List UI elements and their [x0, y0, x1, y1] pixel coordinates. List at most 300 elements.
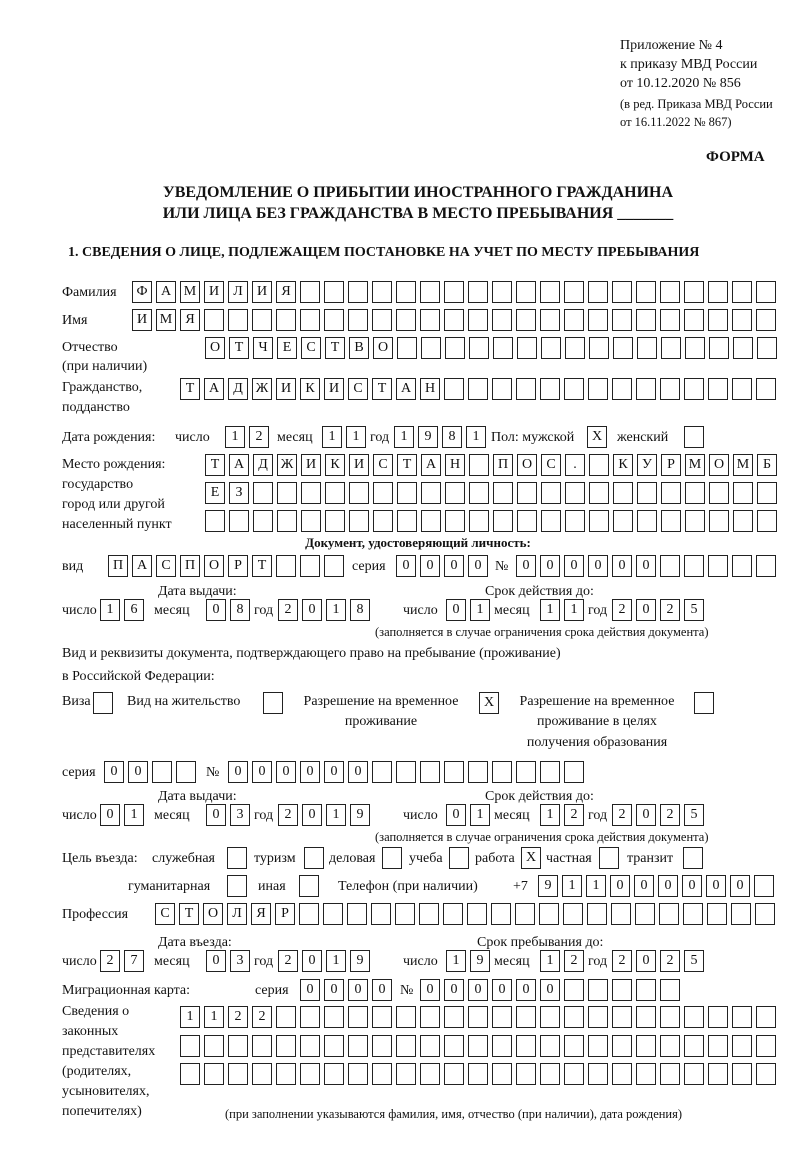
day-field[interactable]: [100, 950, 148, 972]
char-cell[interactable]: 0: [228, 761, 248, 783]
char-cell[interactable]: [541, 337, 561, 359]
char-cell[interactable]: [300, 1063, 320, 1085]
purpose-work-checkbox[interactable]: [521, 847, 545, 869]
char-cell[interactable]: 0: [420, 555, 440, 577]
char-cell[interactable]: [276, 309, 296, 331]
char-cell[interactable]: [732, 555, 752, 577]
mc-series-field[interactable]: [300, 979, 396, 1001]
char-cell[interactable]: [468, 281, 488, 303]
char-cell[interactable]: Д: [253, 454, 273, 476]
char-cell[interactable]: Б: [757, 454, 777, 476]
char-cell[interactable]: 5: [684, 599, 704, 621]
char-cell[interactable]: 0: [682, 875, 702, 897]
char-cell[interactable]: [733, 482, 753, 504]
char-cell[interactable]: [540, 378, 560, 400]
char-cell[interactable]: А: [132, 555, 152, 577]
name-field[interactable]: [132, 309, 780, 331]
char-cell[interactable]: [756, 309, 776, 331]
char-cell[interactable]: [492, 761, 512, 783]
char-cell[interactable]: Т: [372, 378, 392, 400]
char-cell[interactable]: [636, 378, 656, 400]
char-cell[interactable]: [707, 903, 727, 925]
char-cell[interactable]: 7: [124, 950, 144, 972]
char-cell[interactable]: Н: [420, 378, 440, 400]
char-cell[interactable]: [469, 482, 489, 504]
char-cell[interactable]: 9: [470, 950, 490, 972]
purpose-humanitarian-checkbox[interactable]: [227, 875, 251, 897]
char-cell[interactable]: Р: [275, 903, 295, 925]
char-cell[interactable]: 0: [100, 804, 120, 826]
char-cell[interactable]: К: [325, 454, 345, 476]
stay-number-field[interactable]: [228, 761, 588, 783]
char-cell[interactable]: М: [733, 454, 753, 476]
char-cell[interactable]: Я: [180, 309, 200, 331]
char-cell[interactable]: И: [324, 378, 344, 400]
char-cell[interactable]: .: [565, 454, 585, 476]
char-cell[interactable]: М: [180, 281, 200, 303]
char-cell[interactable]: [348, 1063, 368, 1085]
char-cell[interactable]: П: [108, 555, 128, 577]
char-cell[interactable]: [300, 1006, 320, 1028]
char-cell[interactable]: [540, 1063, 560, 1085]
char-cell[interactable]: [348, 281, 368, 303]
char-cell[interactable]: 0: [540, 555, 560, 577]
char-cell[interactable]: [661, 337, 681, 359]
char-cell[interactable]: [540, 309, 560, 331]
month-field[interactable]: [540, 599, 588, 621]
char-cell[interactable]: [661, 510, 681, 532]
char-cell[interactable]: 0: [706, 875, 726, 897]
char-cell[interactable]: У: [637, 454, 657, 476]
month-field[interactable]: [206, 804, 254, 826]
char-cell[interactable]: [420, 761, 440, 783]
char-cell[interactable]: [421, 510, 441, 532]
char-cell[interactable]: [563, 903, 583, 925]
char-cell[interactable]: О: [517, 454, 537, 476]
char-cell[interactable]: [733, 510, 753, 532]
char-cell[interactable]: [324, 309, 344, 331]
char-cell[interactable]: [684, 281, 704, 303]
char-cell[interactable]: [564, 378, 584, 400]
char-cell[interactable]: [660, 309, 680, 331]
char-cell[interactable]: 0: [516, 979, 536, 1001]
char-cell[interactable]: 1: [180, 1006, 200, 1028]
char-cell[interactable]: 0: [128, 761, 148, 783]
char-cell[interactable]: [204, 309, 224, 331]
char-cell[interactable]: 1: [124, 804, 144, 826]
char-cell[interactable]: [444, 378, 464, 400]
char-cell[interactable]: З: [229, 482, 249, 504]
char-cell[interactable]: [684, 1006, 704, 1028]
char-cell[interactable]: 2: [660, 599, 680, 621]
char-cell[interactable]: О: [205, 337, 225, 359]
char-cell[interactable]: [444, 1035, 464, 1057]
visa-checkbox[interactable]: [93, 692, 117, 714]
char-cell[interactable]: 1: [394, 426, 414, 448]
char-cell[interactable]: 1: [470, 599, 490, 621]
char-cell[interactable]: [636, 979, 656, 1001]
char-cell[interactable]: [588, 1035, 608, 1057]
char-cell[interactable]: [709, 510, 729, 532]
char-cell[interactable]: 2: [278, 804, 298, 826]
char-cell[interactable]: [732, 378, 752, 400]
char-cell[interactable]: 0: [540, 979, 560, 1001]
char-cell[interactable]: [754, 875, 774, 897]
char-cell[interactable]: [684, 426, 704, 448]
char-cell[interactable]: [493, 337, 513, 359]
char-cell[interactable]: 8: [230, 599, 250, 621]
char-cell[interactable]: 2: [228, 1006, 248, 1028]
char-cell[interactable]: [371, 903, 391, 925]
char-cell[interactable]: 1: [326, 950, 346, 972]
char-cell[interactable]: 9: [538, 875, 558, 897]
day-field[interactable]: [100, 804, 148, 826]
char-cell[interactable]: [152, 761, 172, 783]
char-cell[interactable]: [517, 337, 537, 359]
char-cell[interactable]: [493, 510, 513, 532]
char-cell[interactable]: [468, 761, 488, 783]
char-cell[interactable]: [277, 510, 297, 532]
sex-male-checkbox[interactable]: [587, 426, 611, 448]
char-cell[interactable]: [469, 337, 489, 359]
day-field[interactable]: [446, 599, 494, 621]
char-cell[interactable]: [564, 281, 584, 303]
char-cell[interactable]: [227, 847, 247, 869]
char-cell[interactable]: [565, 510, 585, 532]
char-cell[interactable]: [396, 1063, 416, 1085]
char-cell[interactable]: [443, 903, 463, 925]
char-cell[interactable]: [469, 510, 489, 532]
char-cell[interactable]: [564, 1006, 584, 1028]
char-cell[interactable]: [492, 281, 512, 303]
char-cell[interactable]: А: [396, 378, 416, 400]
char-cell[interactable]: 0: [324, 979, 344, 1001]
char-cell[interactable]: 2: [612, 804, 632, 826]
char-cell[interactable]: С: [348, 378, 368, 400]
char-cell[interactable]: А: [204, 378, 224, 400]
char-cell[interactable]: Р: [661, 454, 681, 476]
phone-field[interactable]: [538, 875, 778, 897]
char-cell[interactable]: [612, 1006, 632, 1028]
char-cell[interactable]: 0: [302, 804, 322, 826]
char-cell[interactable]: [708, 1063, 728, 1085]
char-cell[interactable]: X: [479, 692, 499, 714]
char-cell[interactable]: [93, 692, 113, 714]
char-cell[interactable]: [660, 979, 680, 1001]
char-cell[interactable]: [637, 510, 657, 532]
char-cell[interactable]: 0: [636, 599, 656, 621]
char-cell[interactable]: [276, 555, 296, 577]
char-cell[interactable]: Я: [276, 281, 296, 303]
char-cell[interactable]: [252, 1035, 272, 1057]
char-cell[interactable]: [636, 1035, 656, 1057]
day-field[interactable]: [446, 950, 494, 972]
year-field[interactable]: [278, 804, 374, 826]
profession-field[interactable]: [155, 903, 779, 925]
char-cell[interactable]: [684, 1063, 704, 1085]
char-cell[interactable]: [348, 1035, 368, 1057]
char-cell[interactable]: 0: [206, 599, 226, 621]
citizenship-field[interactable]: [180, 378, 780, 400]
char-cell[interactable]: [515, 903, 535, 925]
char-cell[interactable]: [540, 761, 560, 783]
char-cell[interactable]: [613, 510, 633, 532]
char-cell[interactable]: [517, 510, 537, 532]
char-cell[interactable]: Р: [228, 555, 248, 577]
char-cell[interactable]: [395, 903, 415, 925]
day-field[interactable]: [100, 599, 148, 621]
char-cell[interactable]: 0: [730, 875, 750, 897]
char-cell[interactable]: [493, 482, 513, 504]
char-cell[interactable]: [396, 1035, 416, 1057]
id-type-field[interactable]: [108, 555, 348, 577]
char-cell[interactable]: С: [373, 454, 393, 476]
char-cell[interactable]: [300, 281, 320, 303]
char-cell[interactable]: [756, 1006, 776, 1028]
char-cell[interactable]: 3: [230, 950, 250, 972]
char-cell[interactable]: [299, 875, 319, 897]
purpose-private-checkbox[interactable]: [599, 847, 623, 869]
char-cell[interactable]: Т: [325, 337, 345, 359]
char-cell[interactable]: [372, 1035, 392, 1057]
char-cell[interactable]: [373, 482, 393, 504]
birth-place-line1[interactable]: [205, 454, 781, 476]
char-cell[interactable]: [708, 555, 728, 577]
char-cell[interactable]: [684, 555, 704, 577]
char-cell[interactable]: [420, 1006, 440, 1028]
char-cell[interactable]: [588, 378, 608, 400]
representatives-line1[interactable]: [180, 1006, 780, 1028]
char-cell[interactable]: Т: [205, 454, 225, 476]
char-cell[interactable]: И: [132, 309, 152, 331]
char-cell[interactable]: 0: [252, 761, 272, 783]
char-cell[interactable]: 1: [466, 426, 486, 448]
char-cell[interactable]: [757, 337, 777, 359]
char-cell[interactable]: X: [521, 847, 541, 869]
char-cell[interactable]: [324, 281, 344, 303]
id-number-field[interactable]: [516, 555, 780, 577]
char-cell[interactable]: [587, 903, 607, 925]
char-cell[interactable]: 1: [540, 950, 560, 972]
char-cell[interactable]: [467, 903, 487, 925]
purpose-study-checkbox[interactable]: [449, 847, 473, 869]
char-cell[interactable]: [599, 847, 619, 869]
char-cell[interactable]: [253, 482, 273, 504]
char-cell[interactable]: 3: [230, 804, 250, 826]
birth-place-line3[interactable]: [205, 510, 781, 532]
char-cell[interactable]: [732, 309, 752, 331]
char-cell[interactable]: 0: [564, 555, 584, 577]
char-cell[interactable]: Т: [229, 337, 249, 359]
char-cell[interactable]: [492, 378, 512, 400]
char-cell[interactable]: Л: [228, 281, 248, 303]
purpose-tourism-checkbox[interactable]: [304, 847, 328, 869]
purpose-transit-checkbox[interactable]: [683, 847, 707, 869]
char-cell[interactable]: [324, 1006, 344, 1028]
char-cell[interactable]: [660, 378, 680, 400]
char-cell[interactable]: [516, 309, 536, 331]
char-cell[interactable]: [227, 875, 247, 897]
purpose-business-checkbox[interactable]: [382, 847, 406, 869]
char-cell[interactable]: [252, 1063, 272, 1085]
char-cell[interactable]: [444, 1063, 464, 1085]
char-cell[interactable]: Т: [179, 903, 199, 925]
char-cell[interactable]: И: [252, 281, 272, 303]
char-cell[interactable]: 0: [446, 804, 466, 826]
char-cell[interactable]: [684, 1035, 704, 1057]
char-cell[interactable]: [709, 482, 729, 504]
char-cell[interactable]: [420, 281, 440, 303]
char-cell[interactable]: [588, 281, 608, 303]
char-cell[interactable]: 9: [350, 950, 370, 972]
char-cell[interactable]: 0: [372, 979, 392, 1001]
char-cell[interactable]: [444, 761, 464, 783]
char-cell[interactable]: [589, 510, 609, 532]
char-cell[interactable]: [636, 309, 656, 331]
char-cell[interactable]: [420, 1063, 440, 1085]
char-cell[interactable]: [204, 1035, 224, 1057]
char-cell[interactable]: [469, 454, 489, 476]
char-cell[interactable]: [323, 903, 343, 925]
char-cell[interactable]: [228, 1063, 248, 1085]
char-cell[interactable]: [733, 337, 753, 359]
char-cell[interactable]: [348, 1006, 368, 1028]
char-cell[interactable]: [683, 903, 703, 925]
char-cell[interactable]: 2: [612, 950, 632, 972]
char-cell[interactable]: [659, 903, 679, 925]
char-cell[interactable]: Е: [205, 482, 225, 504]
char-cell[interactable]: [372, 1063, 392, 1085]
char-cell[interactable]: [683, 847, 703, 869]
mc-number-field[interactable]: [420, 979, 684, 1001]
temp-residence-checkbox[interactable]: [479, 692, 503, 714]
char-cell[interactable]: [660, 281, 680, 303]
char-cell[interactable]: 0: [302, 950, 322, 972]
char-cell[interactable]: [516, 1006, 536, 1028]
char-cell[interactable]: С: [155, 903, 175, 925]
char-cell[interactable]: 0: [588, 555, 608, 577]
char-cell[interactable]: [588, 309, 608, 331]
char-cell[interactable]: [540, 1006, 560, 1028]
char-cell[interactable]: И: [349, 454, 369, 476]
char-cell[interactable]: [708, 1006, 728, 1028]
char-cell[interactable]: П: [180, 555, 200, 577]
char-cell[interactable]: [539, 903, 559, 925]
char-cell[interactable]: [372, 1006, 392, 1028]
char-cell[interactable]: 0: [446, 599, 466, 621]
char-cell[interactable]: Л: [227, 903, 247, 925]
char-cell[interactable]: [756, 1063, 776, 1085]
char-cell[interactable]: [396, 309, 416, 331]
char-cell[interactable]: 2: [612, 599, 632, 621]
purpose-other-checkbox[interactable]: [299, 875, 323, 897]
char-cell[interactable]: [564, 309, 584, 331]
char-cell[interactable]: 1: [446, 950, 466, 972]
char-cell[interactable]: [516, 378, 536, 400]
char-cell[interactable]: 2: [278, 950, 298, 972]
char-cell[interactable]: И: [204, 281, 224, 303]
char-cell[interactable]: [564, 1035, 584, 1057]
char-cell[interactable]: [300, 309, 320, 331]
char-cell[interactable]: 0: [610, 875, 630, 897]
char-cell[interactable]: [204, 1063, 224, 1085]
patronymic-field[interactable]: [205, 337, 781, 359]
char-cell[interactable]: [612, 378, 632, 400]
char-cell[interactable]: 2: [660, 804, 680, 826]
char-cell[interactable]: 0: [444, 979, 464, 1001]
char-cell[interactable]: [299, 903, 319, 925]
day-field[interactable]: [446, 804, 494, 826]
char-cell[interactable]: [276, 1006, 296, 1028]
char-cell[interactable]: [660, 555, 680, 577]
char-cell[interactable]: О: [373, 337, 393, 359]
char-cell[interactable]: 1: [326, 804, 346, 826]
char-cell[interactable]: 8: [350, 599, 370, 621]
char-cell[interactable]: [492, 1063, 512, 1085]
char-cell[interactable]: [468, 378, 488, 400]
char-cell[interactable]: 0: [348, 761, 368, 783]
char-cell[interactable]: [373, 510, 393, 532]
char-cell[interactable]: Т: [397, 454, 417, 476]
char-cell[interactable]: [205, 510, 225, 532]
char-cell[interactable]: С: [301, 337, 321, 359]
char-cell[interactable]: [300, 1035, 320, 1057]
char-cell[interactable]: [541, 510, 561, 532]
char-cell[interactable]: 0: [468, 555, 488, 577]
char-cell[interactable]: 0: [468, 979, 488, 1001]
char-cell[interactable]: [756, 1035, 776, 1057]
char-cell[interactable]: [468, 1035, 488, 1057]
char-cell[interactable]: [661, 482, 681, 504]
char-cell[interactable]: [635, 903, 655, 925]
char-cell[interactable]: 2: [564, 950, 584, 972]
char-cell[interactable]: [228, 309, 248, 331]
char-cell[interactable]: [660, 1035, 680, 1057]
char-cell[interactable]: 1: [540, 804, 560, 826]
char-cell[interactable]: [468, 1006, 488, 1028]
char-cell[interactable]: М: [156, 309, 176, 331]
char-cell[interactable]: [382, 847, 402, 869]
month-field[interactable]: [540, 804, 588, 826]
char-cell[interactable]: [756, 281, 776, 303]
char-cell[interactable]: 1: [562, 875, 582, 897]
char-cell[interactable]: 0: [492, 979, 512, 1001]
char-cell[interactable]: В: [349, 337, 369, 359]
char-cell[interactable]: 0: [658, 875, 678, 897]
month-field[interactable]: [206, 599, 254, 621]
char-cell[interactable]: [324, 1063, 344, 1085]
char-cell[interactable]: [419, 903, 439, 925]
char-cell[interactable]: [396, 761, 416, 783]
edu-residence-checkbox[interactable]: [694, 692, 718, 714]
char-cell[interactable]: 2: [660, 950, 680, 972]
char-cell[interactable]: [516, 281, 536, 303]
char-cell[interactable]: [276, 1035, 296, 1057]
year-field[interactable]: [612, 950, 708, 972]
char-cell[interactable]: [611, 903, 631, 925]
representatives-line3[interactable]: [180, 1063, 780, 1085]
char-cell[interactable]: [565, 482, 585, 504]
char-cell[interactable]: [684, 378, 704, 400]
char-cell[interactable]: 9: [418, 426, 438, 448]
char-cell[interactable]: [731, 903, 751, 925]
char-cell[interactable]: [180, 1063, 200, 1085]
char-cell[interactable]: [491, 903, 511, 925]
char-cell[interactable]: [540, 1035, 560, 1057]
char-cell[interactable]: 0: [206, 950, 226, 972]
birth-month-field[interactable]: [322, 426, 370, 448]
char-cell[interactable]: [757, 510, 777, 532]
